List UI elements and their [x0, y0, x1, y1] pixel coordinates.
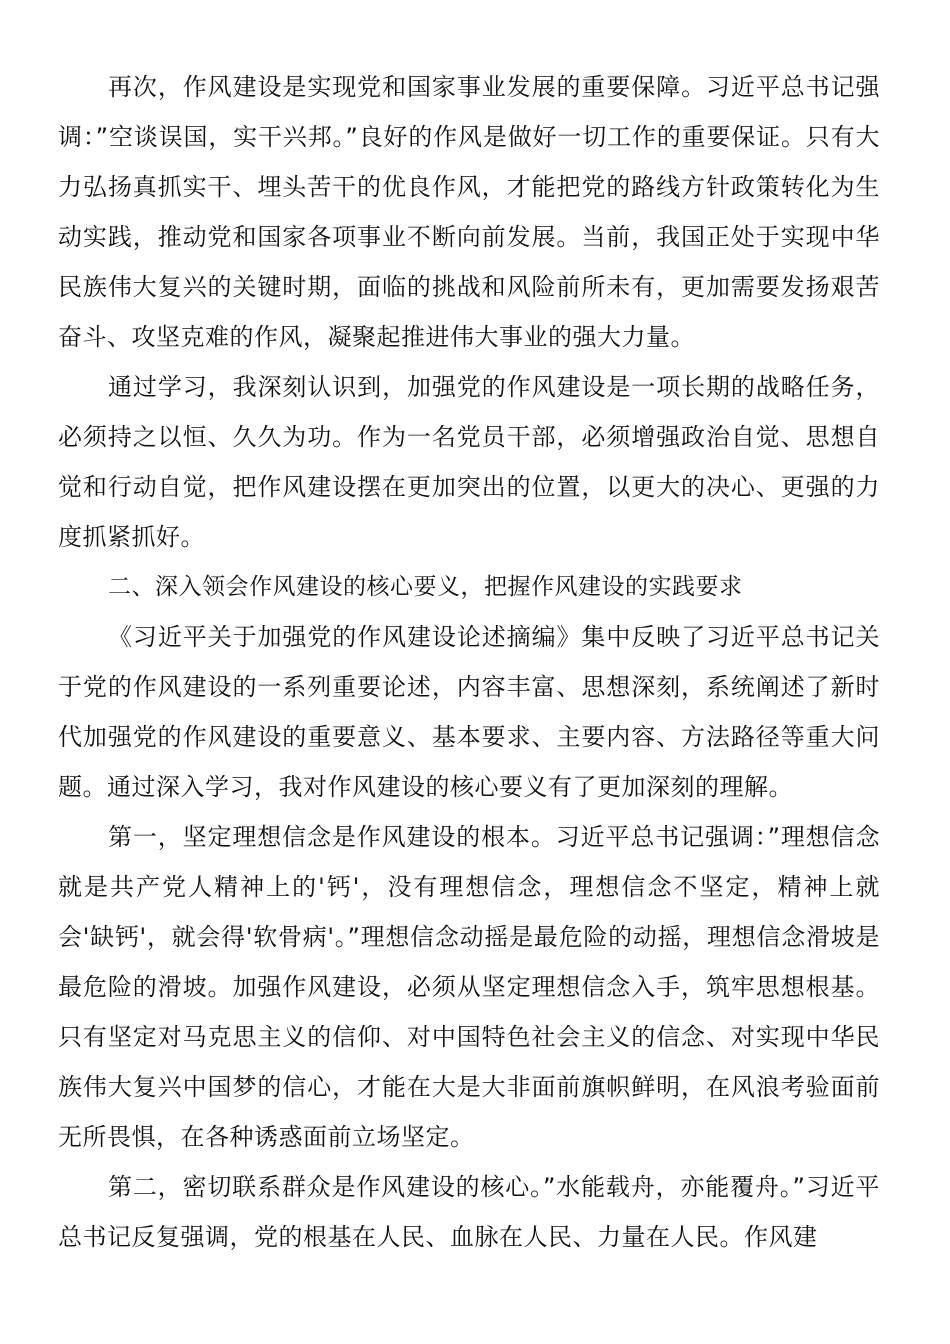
paragraph-work-style-guarantee: 再次，作风建设是实现党和国家事业发展的重要保障。习近平总书记强调：”空谈误国，实干兴邦。”良好的作风是做好一切工作的重要保证。只有大力弘扬真抓实干、埋头苦干的优良作风，才能把党的路线方针政策转化为生动实践，推动党和国家各项事业不断向前发展。当前，我国正处于实现中华民族伟大复兴的关键时期，面临的挑战和风险前所未有，更加需要发扬艰苦奋斗、攻坚克难的作风，凝聚起推进伟大事业的强大力量。	[58, 73, 880, 351]
document-page	[58, 62, 880, 1262]
paragraph-learning-insight: 通过学习，我深刻认识到，加强党的作风建设是一项长期的战略任务，必须持之以恒、久久为功。作为一名党员干部，必须增强政治自觉、思想自觉和行动自觉，把作风建设摆在更加突出的位置，以更大的决心、更强的力度抓紧抓好。	[58, 373, 880, 551]
paragraph-compilation-overview: 《习近平关于加强党的作风建设论述摘编》集中反映了习近平总书记关于党的作风建设的一系列重要论述，内容丰富、思想深刻，系统阐述了新时代加强党的作风建设的重要意义、基本要求、主要内容、方法路径等重大问题。通过深入学习，我对作风建设的核心要义有了更加深刻的理解。	[58, 623, 880, 801]
paragraph-point-one-ideals: 第一，坚定理想信念是作风建设的根本。习近平总书记强调：”理想信念就是共产党人精神上的'钙'，没有理想信念，理想信念不坚定，精神上就会'缺钙'，就会得'软骨病'。”理想信念动摇是最危险的动摇，理想信念滑坡是最危险的滑坡。加强作风建设，必须从坚定理想信念入手，筑牢思想根基。只有坚定对马克思主义的信仰、对中国特色社会主义的信念、对实现中华民族伟大复兴中国梦的信心，才能在大是大非面前旗帜鲜明，在风浪考验面前无所畏惧，在各种诱惑面前立场坚定。	[58, 823, 880, 1151]
paragraph-point-two-masses: 第二，密切联系群众是作风建设的核心。”水能载舟，亦能覆舟。”习近平总书记反复强调，党的根基在人民、血脉在人民、力量在人民。作风建	[58, 1173, 880, 1251]
section-heading-two: 二、深入领会作风建设的核心要义，把握作风建设的实践要求	[108, 574, 743, 600]
